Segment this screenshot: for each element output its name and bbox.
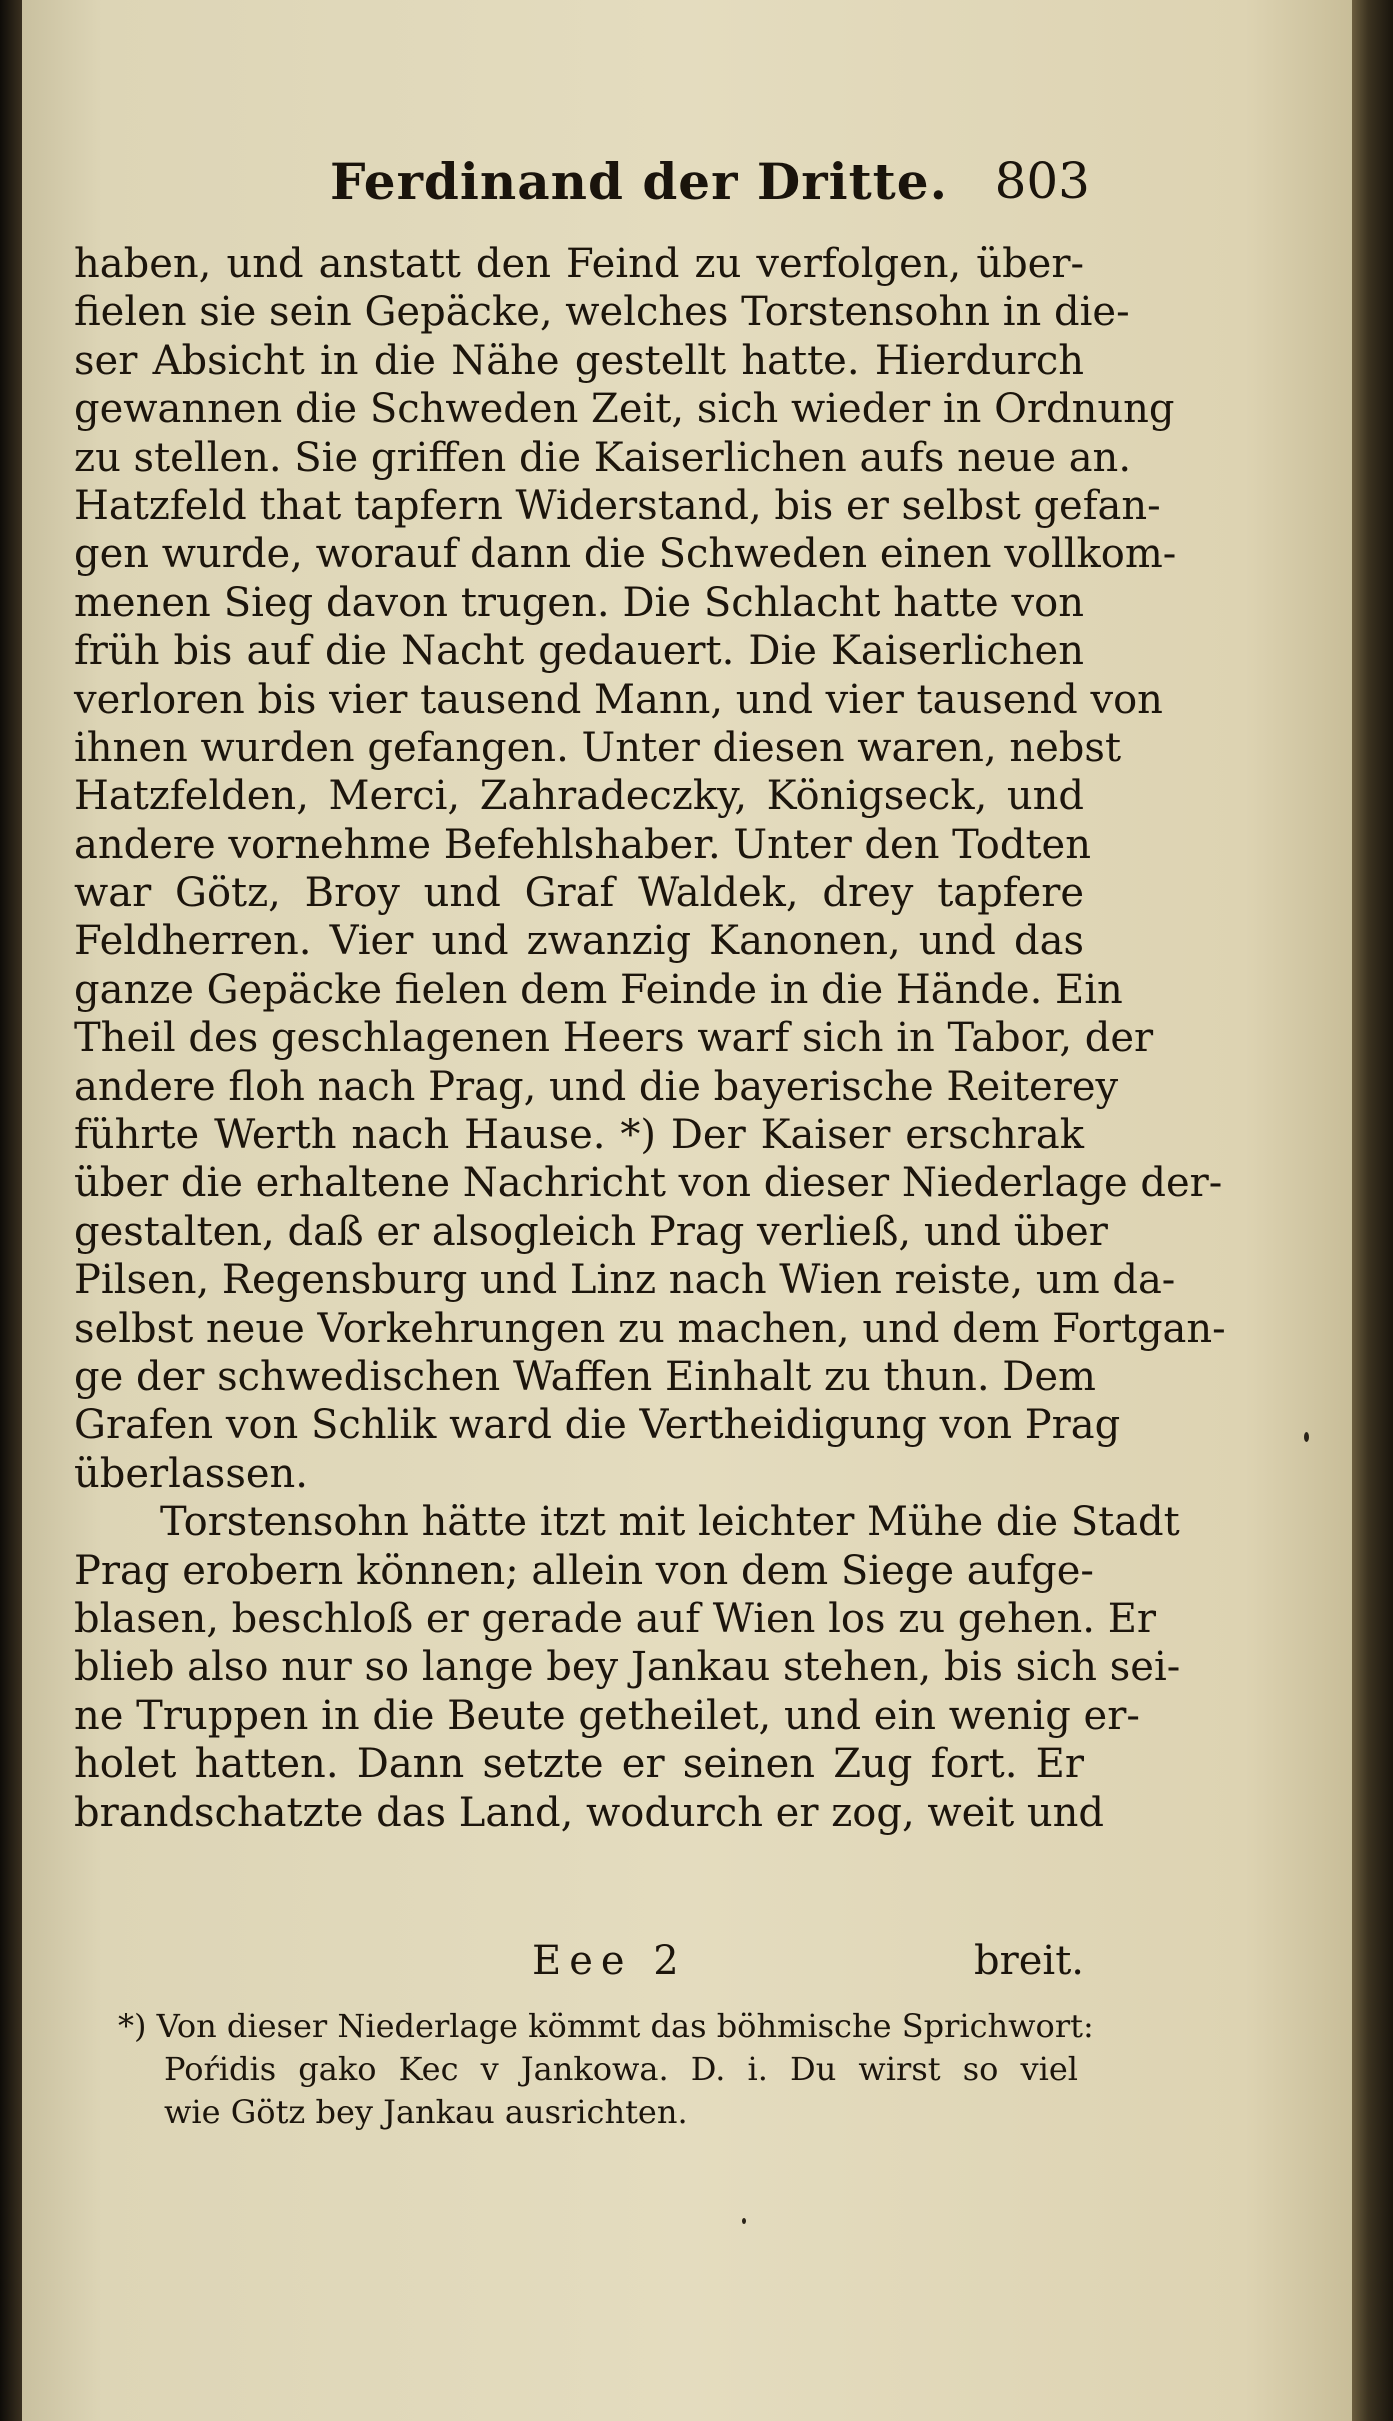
text-line: war Götz, Broy und Graf Waldek, drey tapfere [74, 870, 1084, 917]
text-line: Torstensohn hätte itzt mit leichter Mühe die Stadt [160, 1499, 1180, 1546]
running-title: Ferdinand der Dritte. [330, 152, 948, 211]
text-line: Pilsen, Regensburg und Linz nach Wien reiste, um da- [74, 1257, 1176, 1304]
text-line: Grafen von Schlik ward die Vertheidigung von Prag [74, 1402, 1121, 1449]
text-line: zu stellen. Sie griffen die Kaiserlichen aufs neue an. [74, 434, 1132, 481]
footnote [118, 2005, 1094, 2134]
text-line: verloren bis vier tausend Mann, und vier tausend von [74, 676, 1163, 723]
text-line: Hatzfeld that tapfern Widerstand, bis er selbst gefan- [74, 482, 1161, 529]
text-line: überlassen. [74, 1450, 309, 1497]
footnote-line: wie Götz bey Jankau ausrichten. [164, 2093, 688, 2131]
text-line: blasen, beschloß er gerade auf Wien los zu gehen. Er [74, 1595, 1157, 1642]
text-line: Prag erobern können; allein von dem Siege aufge- [74, 1547, 1094, 1594]
page-number: 803 [994, 152, 1090, 210]
text-line: ge der schwedischen Waffen Einhalt zu thun. Dem [74, 1353, 1096, 1400]
footnote-line: *) Von dieser Niederlage kömmt das böhmische Sprichwort: [118, 2007, 1094, 2045]
text-line: andere floh nach Prag, und die bayerische Reiterey [74, 1063, 1119, 1110]
text-line: gestalten, daß er alsogleich Prag verließ, und über [74, 1208, 1108, 1255]
text-line: selbst neue Vorkehrungen zu machen, und dem Fortgan- [74, 1305, 1226, 1352]
book-fore-edge [1352, 0, 1393, 2421]
main-text [74, 240, 1226, 1837]
text-line: Hatzfelden, Merci, Zahradeczky, Königseck, und [74, 773, 1084, 820]
text-line: holet hatten. Dann setzte er seinen Zug fort. Er [74, 1741, 1084, 1788]
text-line: brandschatzte das Land, wodurch er zog, weit und [74, 1789, 1104, 1836]
text-line: Theil des geschlagenen Heers warf sich in Tabor, der [74, 1015, 1154, 1062]
text-line: andere vornehme Befehlshaber. Unter den Todten [74, 821, 1091, 868]
text-line: führte Werth nach Hause. *) Der Kaiser erschrak [74, 1112, 1084, 1159]
text-line: menen Sieg davon trugen. Die Schlacht hatte von [74, 579, 1084, 626]
text-line: blieb also nur so lange bey Jankau stehen, bis sich sei- [74, 1644, 1181, 1691]
page-footer [74, 1938, 1084, 1986]
text-line: Feldherren. Vier und zwanzig Kanonen, und das [74, 918, 1084, 965]
signature-mark: Eee 2 [532, 1938, 687, 1984]
paper-speck [1304, 1432, 1309, 1442]
text-line: ser Absicht in die Nähe gestellt hatte. Hierdurch [74, 337, 1084, 384]
text-line: früh bis auf die Nacht gedauert. Die Kaiserlichen [74, 628, 1084, 675]
book-page [22, 0, 1352, 2421]
page-header [330, 152, 1090, 212]
text-line: gen wurde, worauf dann die Schweden einen vollkom- [74, 531, 1177, 578]
text-line: ihnen wurden gefangen. Unter diesen waren, nebst [74, 724, 1122, 771]
text-line: haben, und anstatt den Feind zu verfolgen, über- [74, 241, 1084, 287]
text-line: ne Truppen in die Beute getheilet, und ein wenig er- [74, 1692, 1140, 1739]
catchword: breit. [974, 1938, 1084, 1984]
text-line: ganze Gepäcke fielen dem Feinde in die Hände. Ein [74, 966, 1123, 1013]
text-line: über die erhaltene Nachricht von dieser Niederlage der- [74, 1160, 1223, 1207]
paper-speck [742, 2218, 746, 2224]
footnote-line: Poŕidis gako Kec v Jankowa. D. i. Du wirst so viel [164, 2050, 1078, 2088]
book-gutter [0, 0, 22, 2421]
text-line: fielen sie sein Gepäcke, welches Torstensohn in die- [74, 289, 1130, 336]
text-line: gewannen die Schweden Zeit, sich wieder in Ordnung [74, 386, 1175, 433]
